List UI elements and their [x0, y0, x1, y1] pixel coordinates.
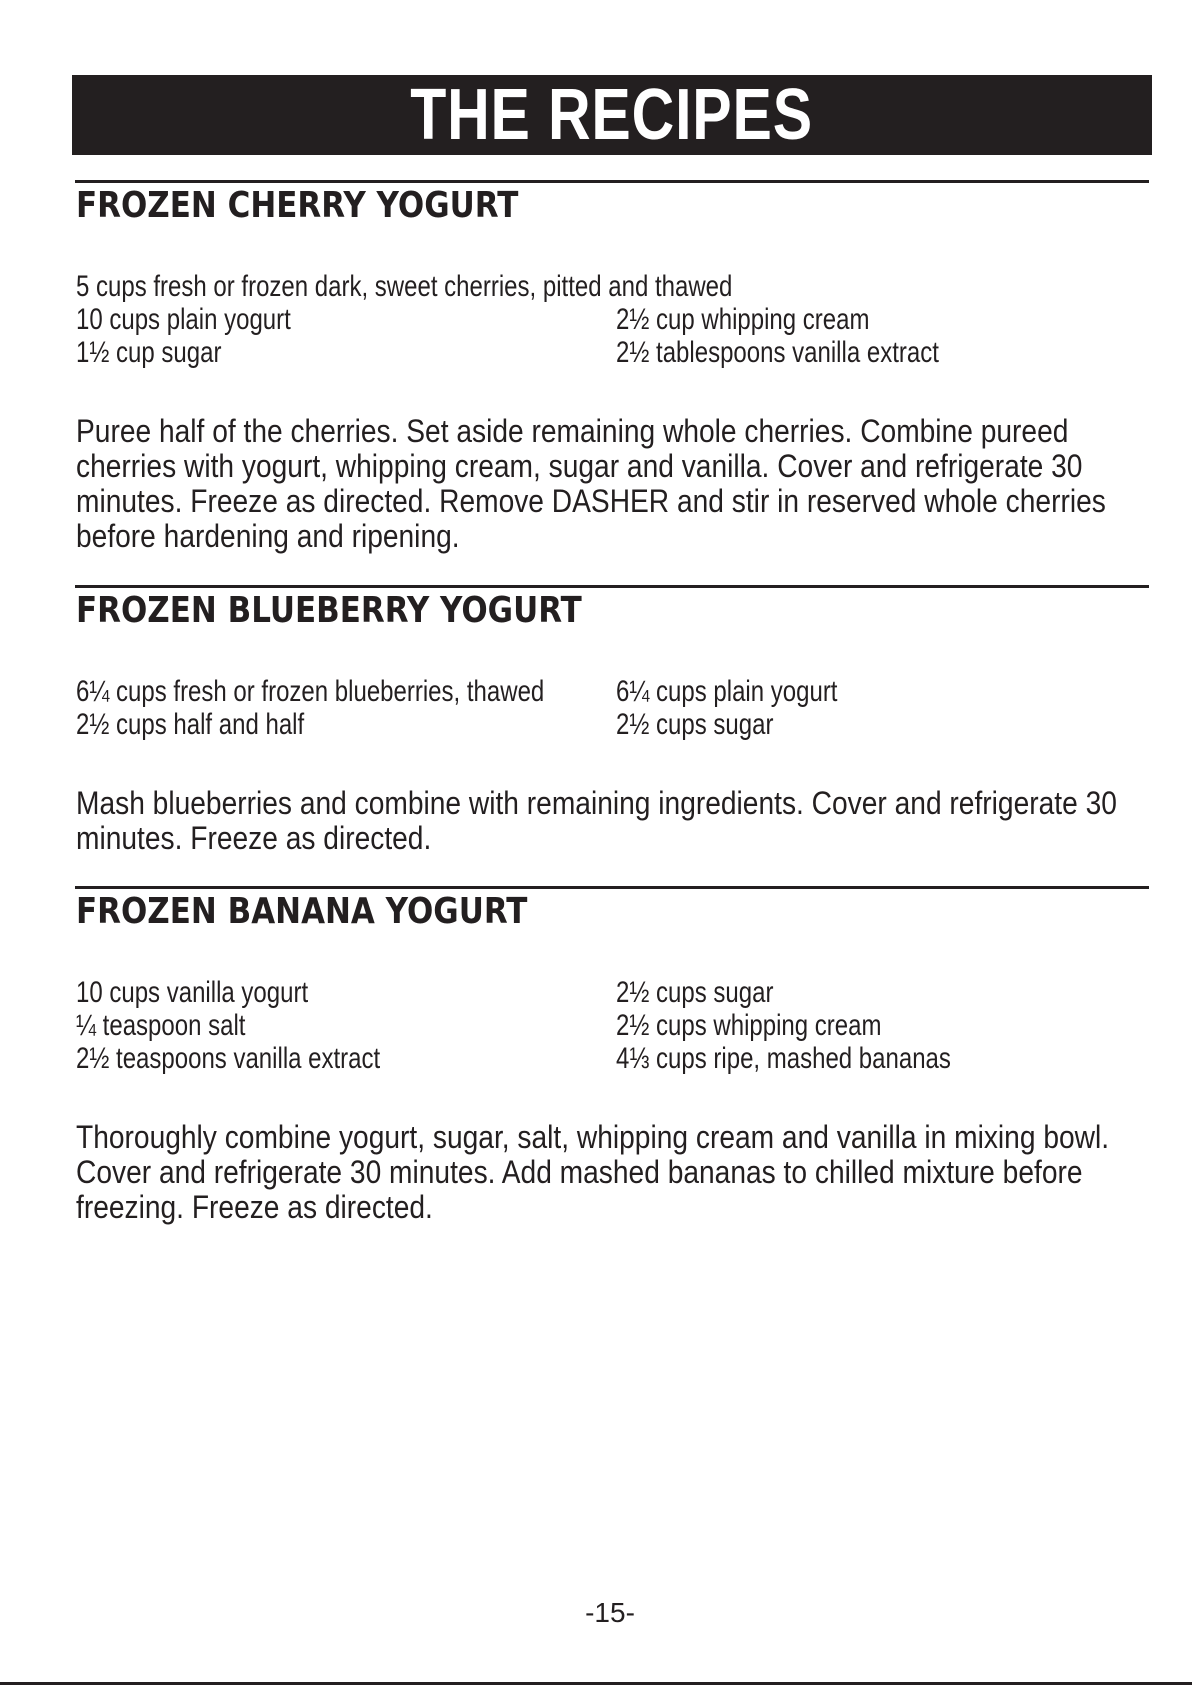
page-title: THE RECIPES — [410, 75, 814, 155]
ingredient-item: 10 cups plain yogurt — [76, 303, 291, 336]
section-divider — [75, 886, 1149, 889]
ingredient-item: 2½ cups sugar — [616, 976, 774, 1009]
recipe-method — [76, 414, 1132, 554]
method-text: Thoroughly combine yogurt, sugar, salt, whipping cream and vanilla in mixing bowl. Cover and refrigerate 30 minutes. Add mashed bananas to chilled mixture before freezing. Freeze as directed. — [76, 1119, 1110, 1225]
ingredient-item: 2½ tablespoons vanilla extract — [616, 336, 939, 369]
ingredient-item: 4⅓ cups ripe, mashed bananas — [616, 1042, 951, 1075]
ingredient-row — [76, 976, 1150, 1009]
page-title-banner — [72, 75, 1152, 155]
ingredient-row — [76, 1009, 1150, 1042]
page-number: -15- — [585, 1597, 635, 1628]
ingredient-row — [76, 708, 1150, 741]
method-text: Mash blueberries and combine with remaining ingredients. Cover and refrigerate 30 minutes. Freeze as directed. — [76, 785, 1117, 856]
ingredient-item: 6¼ cups fresh or frozen blueberries, thawed — [76, 675, 545, 708]
section-divider — [75, 180, 1149, 183]
recipe-method — [76, 1120, 1132, 1225]
section-divider — [75, 585, 1149, 588]
ingredient-item: 2½ cups whipping cream — [616, 1009, 882, 1042]
ingredient-item: 2½ cup whipping cream — [616, 303, 870, 336]
ingredient-item: 5 cups fresh or frozen dark, sweet cherries, pitted and thawed — [76, 270, 733, 303]
recipe-heading: FROZEN CHERRY YOGURT — [76, 185, 519, 226]
recipe-heading: FROZEN BANANA YOGURT — [76, 891, 528, 932]
method-text: Puree half of the cherries. Set aside remaining whole cherries. Combine pureed cherries with yogurt, whipping cream, sugar and vanilla. Cover and refrigerate 30 minutes. Freeze as directed. Remove DASHER and stir in reserved whole cherries before hardening and ripening. — [76, 413, 1106, 554]
ingredient-item: 2½ cups sugar — [616, 708, 774, 741]
ingredient-row — [76, 675, 1150, 708]
recipe-heading: FROZEN BLUEBERRY YOGURT — [76, 590, 582, 631]
ingredient-item: 6¼ cups plain yogurt — [616, 675, 838, 708]
ingredient-row — [76, 336, 1150, 369]
ingredient-row — [76, 303, 1150, 336]
ingredient-row — [76, 270, 1150, 303]
ingredient-list — [76, 675, 1150, 741]
ingredient-list — [76, 976, 1150, 1075]
ingredient-item: 10 cups vanilla yogurt — [76, 976, 309, 1009]
ingredient-list — [76, 270, 1150, 369]
recipe-method — [76, 786, 1132, 856]
ingredient-row — [76, 1042, 1150, 1075]
ingredient-item: 2½ teaspoons vanilla extract — [76, 1042, 381, 1075]
ingredient-item: 2½ cups half and half — [76, 708, 305, 741]
ingredient-item: ¼ teaspoon salt — [76, 1009, 246, 1042]
ingredient-item: 1½ cup sugar — [76, 336, 222, 369]
